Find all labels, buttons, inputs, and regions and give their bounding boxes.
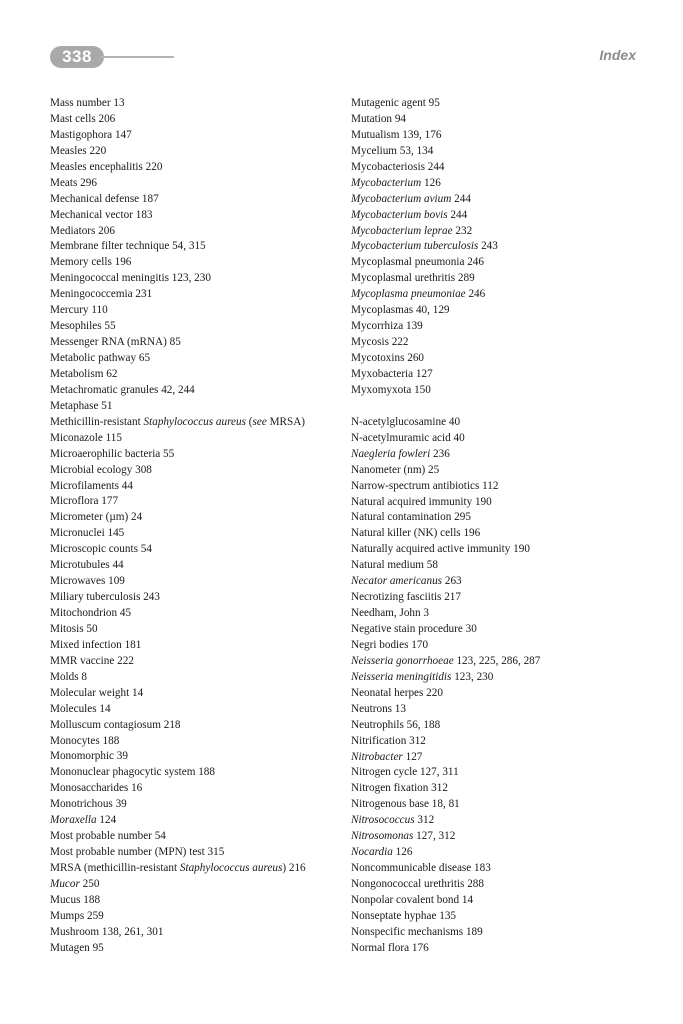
index-entry: Mycobacteriosis 244 (351, 160, 445, 173)
index-entry: Measles encephalitis 220 (50, 160, 163, 173)
index-entry: Microscopic counts 54 (50, 543, 152, 556)
index-entry: Mitochondrion 45 (50, 607, 132, 619)
index-entry: Monomorphic 39 (50, 750, 128, 763)
index-entry: Necator americanus 263 (351, 575, 462, 588)
index-entry: MMR vaccine 222 (50, 654, 134, 667)
index-entry: Mutagen 95 (50, 941, 104, 954)
index-entry: Monocytes 188 (50, 734, 120, 747)
index-entry: Microbial ecology 308 (50, 463, 152, 476)
index-entry: Nitrobacter 127 (351, 750, 423, 763)
index-entry: Moraxella 124 (50, 814, 117, 827)
index-entry: Microflora 177 (50, 495, 119, 508)
index-entry: Needham, John 3 (351, 607, 429, 620)
index-entry: Metabolic pathway 65 (50, 352, 151, 364)
index-entry: Molecules 14 (50, 702, 111, 715)
index-entry: Mycobacterium bovis 244 (351, 208, 468, 221)
index-entry: Myxobacteria 127 (351, 367, 433, 380)
index-entry: Nitrosococcus 312 (351, 814, 435, 827)
index-column-left (50, 96, 342, 957)
index-entry: Myxomyxota 150 (351, 383, 431, 396)
index-entry: Miliary tuberculosis 243 (50, 591, 160, 604)
index-entry: Microwaves 109 (50, 575, 125, 588)
index-entry: Natural contamination 295 (351, 511, 471, 524)
index-entry: Noncommunicable disease 183 (351, 862, 491, 875)
index-entry: Narrow-spectrum antibiotics 112 (351, 479, 499, 492)
index-entry: MRSA (methicillin-resistant Staphylococcus aureus) 216 (50, 862, 306, 874)
index-entry: Nonseptate hyphae 135 (351, 909, 457, 922)
index-entry: Mast cells 206 (50, 112, 116, 125)
index-entry: Nitrogenous base 18, 81 (351, 798, 460, 811)
index-entry: Natural killer (NK) cells 196 (351, 527, 481, 540)
index-entry: Measles 220 (50, 144, 107, 157)
page-header (0, 0, 683, 80)
index-entry: Nonpolar covalent bond 14 (351, 893, 474, 906)
index-entry: Metachromatic granules 42, 244 (50, 383, 195, 396)
index-entry: Mucus 188 (50, 893, 101, 906)
section-title: Index (599, 47, 636, 63)
index-entry: Mediators 206 (50, 224, 115, 237)
index-entry: Mutagenic agent 95 (351, 97, 440, 109)
index-entry: Micronuclei 145 (50, 527, 125, 540)
index-entry: Metabolism 62 (50, 367, 118, 380)
index-entry: Mumps 259 (50, 909, 104, 922)
index-entry: Nitrogen fixation 312 (351, 782, 448, 795)
index-entry: Most probable number 54 (50, 830, 166, 843)
index-entry: Mass number 13 (50, 97, 125, 109)
index-entry: Necrotizing fasciitis 217 (351, 591, 461, 604)
index-entry: Naegleria fowleri 236 (351, 447, 450, 460)
index-entry: Molds 8 (50, 670, 87, 683)
index-entry: Messenger RNA (mRNA) 85 (50, 336, 181, 349)
index-entry: Monotrichous 39 (50, 798, 127, 811)
index-entry: Nongonococcal urethritis 288 (351, 878, 484, 890)
index-entry: Nonspecific mechanisms 189 (351, 925, 483, 938)
index-entry: Neutrophils 56, 188 (351, 718, 441, 731)
index-entry: Naturally acquired active immunity 190 (351, 543, 530, 556)
index-entry: Natural acquired immunity 190 (351, 495, 492, 508)
index-entry: Microfilaments 44 (50, 479, 133, 492)
index-entry: Mycoplasmal pneumonia 246 (351, 256, 484, 269)
index-entry: Neisseria meningitidis 123, 230 (351, 670, 494, 683)
index-entry: Most probable number (MPN) test 315 (50, 846, 225, 859)
index-entry: N-acetylglucosamine 40 (351, 415, 461, 428)
index-entry: Mechanical vector 183 (50, 208, 153, 221)
index-entry: Mycoplasmas 40, 129 (351, 304, 450, 317)
index-entry: Mushroom 138, 261, 301 (50, 925, 164, 938)
index-entry: Neutrons 13 (351, 702, 406, 715)
index-entry: Molluscum contagiosum 218 (50, 718, 181, 731)
index-entry: Microaerophilic bacteria 55 (50, 447, 175, 460)
index-entry: Mycoplasmal urethritis 289 (351, 272, 475, 285)
index-entry: Meningococcal meningitis 123, 230 (50, 272, 211, 285)
index-entry: Metaphase 51 (50, 399, 113, 412)
index-entry: Mastigophora 147 (50, 128, 132, 141)
index-entry: Mucor 250 (50, 877, 100, 890)
index-entry: Mycelium 53, 134 (351, 144, 434, 157)
index-entry: Meningococcemia 231 (50, 288, 153, 301)
index-entry: Mycotoxins 260 (351, 352, 425, 364)
index-entry: Mycobacterium avium 244 (351, 192, 471, 205)
index-entry: Negri bodies 170 (351, 638, 429, 651)
index-entry: Nitrogen cycle 127, 311 (351, 766, 459, 779)
index-entry: Memory cells 196 (50, 256, 132, 269)
index-entry: Membrane filter technique 54, 315 (50, 240, 206, 253)
index-entry: Natural medium 58 (351, 559, 438, 572)
header-rule (100, 56, 174, 58)
index-entry: Miconazole 115 (50, 431, 122, 444)
index-entry: Mycobacterium 126 (351, 176, 441, 189)
index-entry: Neonatal herpes 220 (351, 686, 443, 699)
index-entry: Normal flora 176 (351, 941, 429, 954)
index-entry: N-acetylmuramic acid 40 (351, 431, 465, 444)
index-entry: Nocardia 126 (351, 846, 413, 859)
index-entry: Negative stain procedure 30 (351, 623, 477, 635)
index-entry: Mycoplasma pneumoniae 246 (351, 288, 486, 301)
index-column-right (351, 96, 651, 957)
index-entry: Mononuclear phagocytic system 188 (50, 766, 215, 779)
index-entry: Mycosis 222 (351, 336, 409, 349)
index-entry: Nanometer (nm) 25 (351, 463, 440, 476)
index-entry: Nitrosomonas 127, 312 (351, 830, 456, 843)
index-entry: Micrometer (µm) 24 (50, 511, 143, 524)
index-entry: Mitosis 50 (50, 622, 98, 635)
index-entry: Mutation 94 (351, 112, 407, 125)
index-entry: Monosaccharides 16 (50, 782, 143, 795)
index-entry: Neisseria gonorrhoeae 123, 225, 286, 287 (351, 654, 541, 667)
index-entry: Methicillin-resistant Staphylococcus aureus (see MRSA) (50, 415, 306, 428)
index-entry: Nitrification 312 (351, 734, 426, 747)
index-entry: Mesophiles 55 (50, 320, 116, 333)
index-entry: Mercury 110 (50, 304, 108, 317)
index-entry: Mechanical defense 187 (50, 192, 159, 205)
page-number: 338 (50, 46, 104, 68)
index-entry: Microtubules 44 (50, 559, 124, 572)
index-entry: Mixed infection 181 (50, 638, 142, 651)
index-entry: Mutualism 139, 176 (351, 128, 442, 141)
index-entry: Mycobacterium leprae 232 (351, 224, 473, 237)
index-entry: Meats 296 (50, 176, 97, 189)
index-entry: Molecular weight 14 (50, 686, 144, 699)
index-entry: Mycorrhiza 139 (351, 320, 423, 333)
index-entry: Mycobacterium tuberculosis 243 (351, 240, 498, 253)
